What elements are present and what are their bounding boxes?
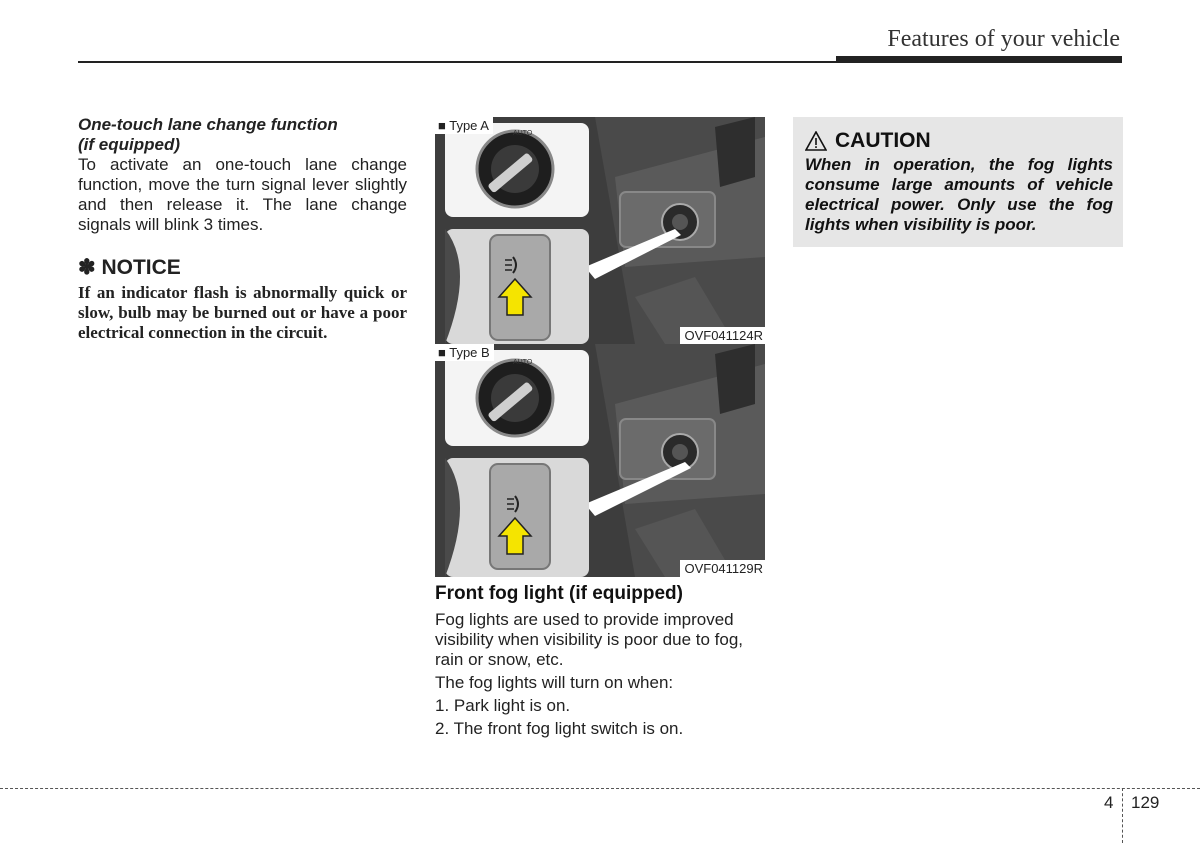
lane-change-heading-line1: One-touch lane change function — [78, 115, 338, 134]
left-column — [78, 115, 407, 343]
fog-light-condition-2: 2. The front fog light switch is on. — [435, 719, 684, 738]
page-header-title: Features of your vehicle — [887, 26, 1120, 52]
notice-title: NOTICE — [101, 256, 181, 279]
dashboard-illustration-b — [435, 344, 765, 577]
lane-change-heading — [78, 115, 407, 155]
figure-type-b — [435, 344, 765, 577]
middle-column — [435, 582, 765, 739]
figure-type-a — [435, 117, 765, 344]
caution-body: When in operation, the fog lights consume large amounts of vehicle electrical power. Only use the fog lights when visibility is poor. — [805, 155, 1113, 234]
figure-a-code: OVF041124R — [680, 327, 765, 344]
fog-light-intro: Fog lights are used to provide improved visibility when visibility is poor due to fog, rain or snow, etc. — [435, 610, 744, 669]
chapter-number: 4 — [1104, 793, 1114, 812]
dashboard-illustration-a — [435, 117, 765, 344]
footer-rule — [0, 788, 1200, 789]
lane-change-heading-line2: (if equipped) — [78, 135, 180, 154]
fog-light-title: Front fog light (if equipped) — [435, 583, 683, 604]
notice-symbol: ✽ — [78, 256, 96, 279]
figure-a-label: ■ Type A — [435, 117, 493, 134]
fog-light-condition-lead: The fog lights will turn on when: — [435, 673, 674, 692]
notice-body: If an indicator flash is abnormally quick or slow, bulb may be burned out or have a poor electrical connection in the circuit. — [78, 283, 407, 342]
caution-heading — [805, 129, 931, 153]
warning-triangle-icon — [805, 131, 827, 151]
page-number: 129 — [1131, 793, 1160, 812]
fog-light-condition-1: 1. Park light is on. — [435, 696, 571, 715]
footer-divider — [1122, 788, 1123, 843]
notice-heading — [78, 255, 407, 281]
header-rule-accent — [836, 56, 1122, 63]
figure-b-label: ■ Type B — [435, 344, 494, 361]
figure-b-code: OVF041129R — [680, 560, 765, 577]
svg-text:AUTO: AUTO — [513, 359, 533, 366]
caution-box — [793, 117, 1123, 247]
svg-text:AUTO: AUTO — [513, 130, 533, 137]
caution-title: CAUTION — [835, 129, 931, 152]
lane-change-body: To activate an one-touch lane change function, move the turn signal lever slightly and then release it. The lane change signals will blink 3 times. — [78, 155, 407, 234]
